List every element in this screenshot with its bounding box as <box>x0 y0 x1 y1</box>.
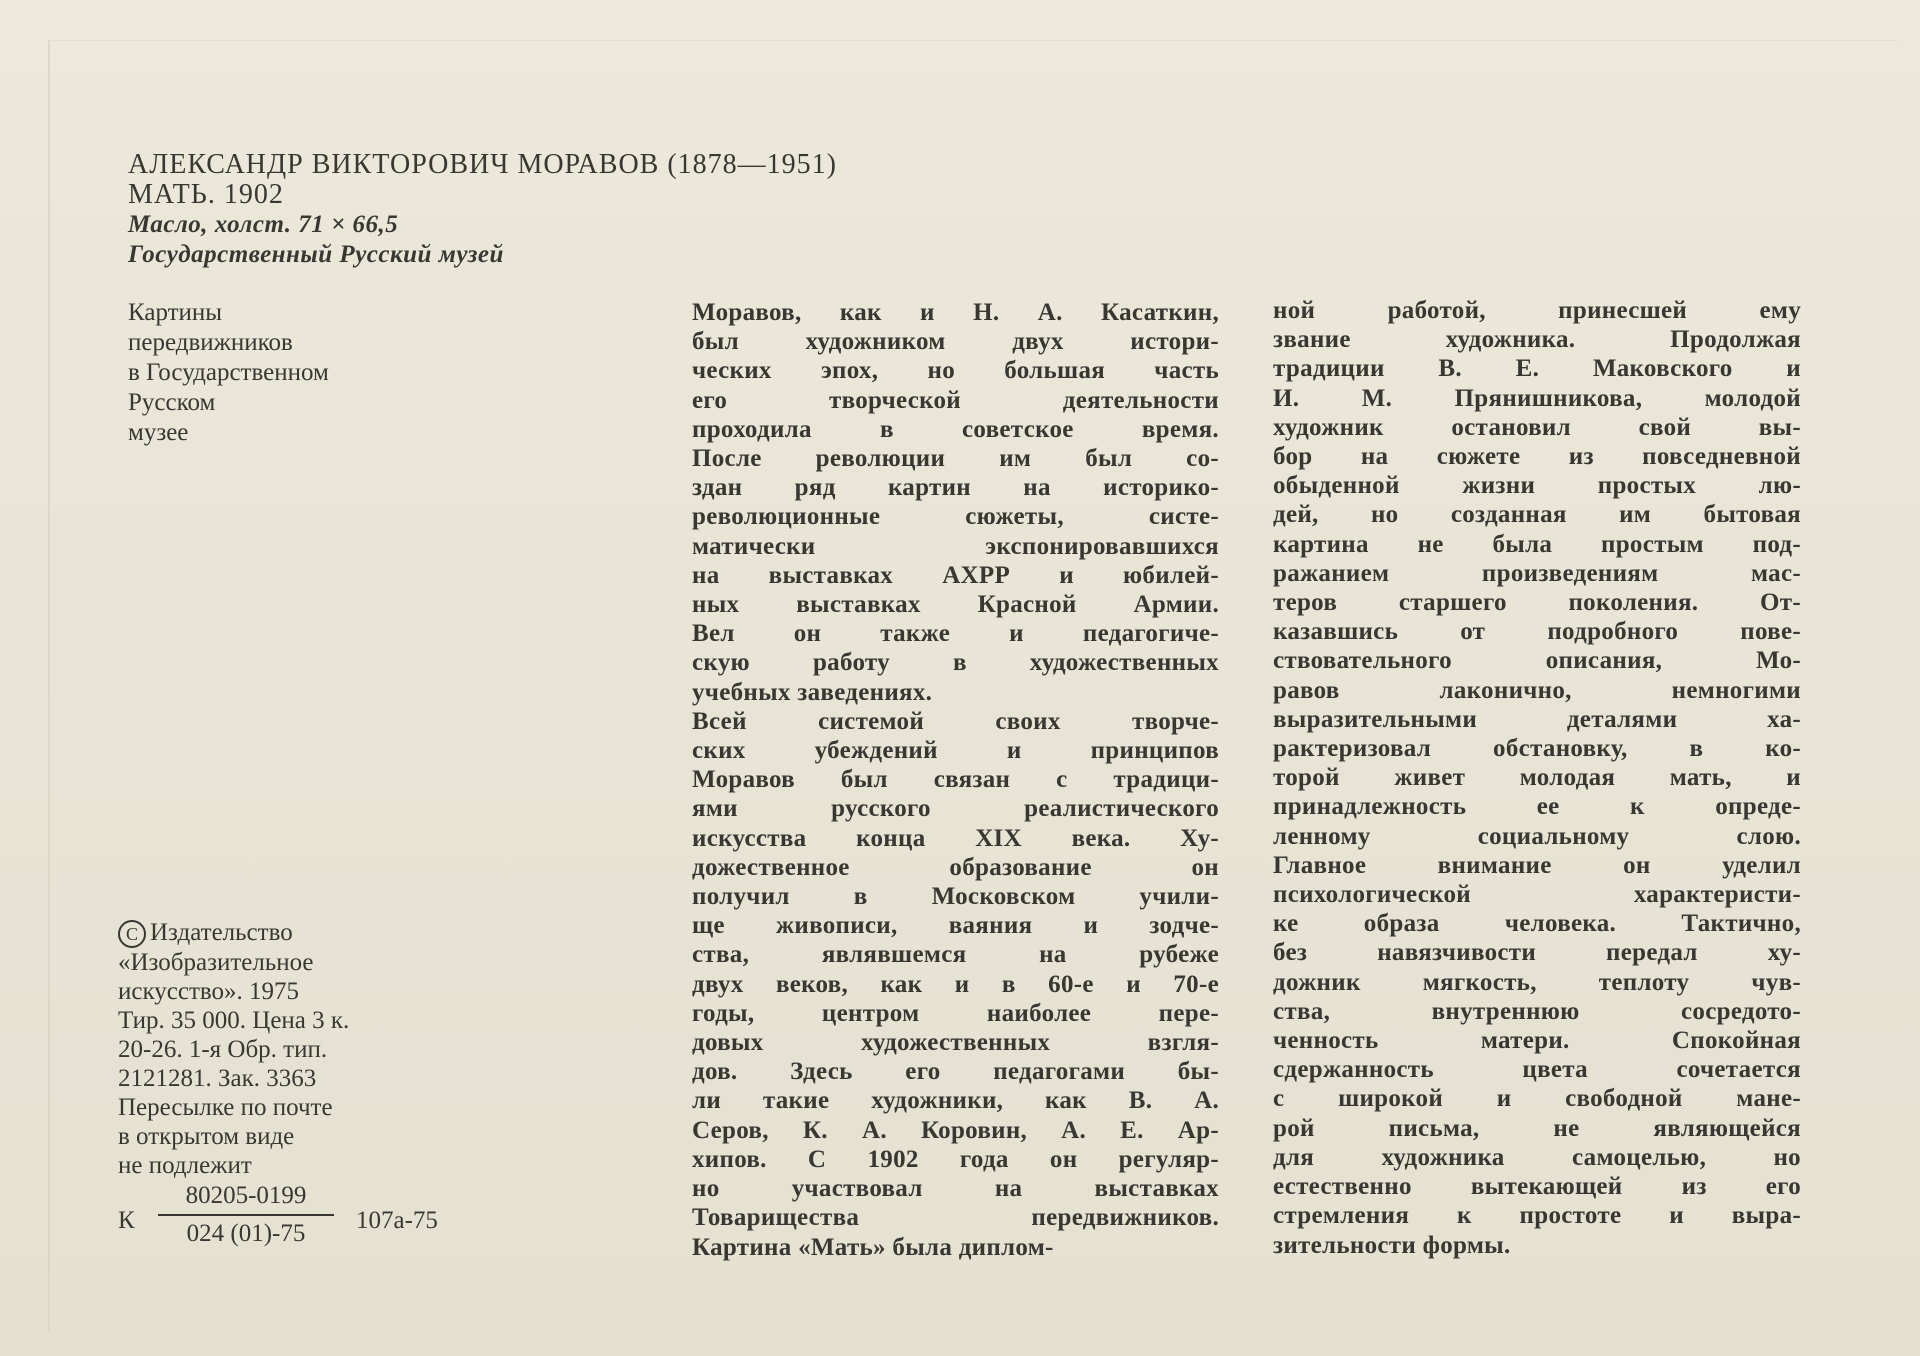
text-line: ческих эпох, но большая часть <box>692 357 1219 385</box>
text-line: ных выставках Красной Армии. <box>692 591 1219 619</box>
text-line: двух веков, как и в 60-е и 70-е <box>692 970 1219 998</box>
text-line: стремления к простоте и выра- <box>1273 1202 1801 1230</box>
text-line: революционные сюжеты, систе- <box>692 503 1219 531</box>
text-line: обыденной жизни простых лю- <box>1273 472 1801 500</box>
text-line: ствовательного описания, Мо- <box>1273 647 1801 675</box>
text-line: ями русского реалистического <box>692 795 1219 823</box>
text-line: ченность матери. Спокойная <box>1273 1027 1801 1055</box>
text-line: проходила в советское время. <box>692 415 1219 443</box>
text-line: для художника самоцелью, но <box>1273 1143 1801 1171</box>
index-fraction <box>158 1182 334 1248</box>
text-line: ражанием произведениям мас- <box>1273 559 1801 587</box>
text-line: картина не была простым под- <box>1273 530 1801 558</box>
text-line: сдержанность цвета сочетается <box>1273 1056 1801 1084</box>
text-line: выразительными деталями ха- <box>1273 705 1801 733</box>
text-line: Главное внимание он уделил <box>1273 851 1801 879</box>
text-line: психологической характеристи- <box>1273 881 1801 909</box>
text-line: звание художника. Продолжая <box>1273 326 1801 354</box>
text-line: ства, внутреннюю сосредото- <box>1273 997 1801 1025</box>
text-column-2 <box>1273 296 1801 1260</box>
text-line: традиции В. Е. Маковского и <box>1273 355 1801 383</box>
text-line: но участвовал на выставках <box>692 1175 1219 1203</box>
text-line: ства, являвшемся на рубеже <box>692 941 1219 969</box>
text-line: на выставках АХРР и юбилей- <box>692 561 1219 589</box>
index-numerator: 80205-0199 <box>185 1182 307 1210</box>
text-line: без навязчивости передал ху- <box>1273 939 1801 967</box>
text-line: равов лаконично, немногими <box>1273 676 1801 704</box>
text-line: Серов, К. А. Коровин, А. Е. Ар- <box>692 1116 1219 1144</box>
text-line: ских убеждений и принципов <box>692 737 1219 765</box>
museum-name: Государственный Русский музей <box>128 241 504 268</box>
text-line: скую работу в художественных <box>692 649 1219 677</box>
index-denominator: 024 (01)-75 <box>186 1220 306 1248</box>
text-line: Моравов был связан с традици- <box>692 766 1219 794</box>
text-line: дов. Здесь его педагогами бы- <box>692 1058 1219 1086</box>
text-line: зительности формы. <box>1273 1231 1511 1259</box>
text-line: торой живет молодая мать, и <box>1273 764 1801 792</box>
text-line: получил в Московском учили- <box>692 883 1219 911</box>
catalog-index <box>118 1182 438 1254</box>
text-line: После революции им был со- <box>692 445 1219 473</box>
text-line: его творческой деятельности <box>692 386 1219 414</box>
text-line: ще живописи, ваяния и зодче- <box>692 912 1219 940</box>
text-line: рактеризовал обстановку, в ко- <box>1273 735 1801 763</box>
text-line: казавшись от подробного пове- <box>1273 618 1801 646</box>
series-line: Русском <box>128 389 216 416</box>
text-line: матически экспонировавшихся <box>692 532 1219 560</box>
text-line: искусства конца XIX века. Ху- <box>692 824 1219 852</box>
series-title <box>128 298 329 448</box>
text-line: И. М. Прянишникова, молодой <box>1273 384 1801 412</box>
text-line: ли такие художники, как В. А. <box>692 1087 1219 1115</box>
imprint-line: искусство». 1975 <box>118 978 300 1006</box>
series-line: в Государственном <box>128 359 329 386</box>
imprint-line: «Изобразительное <box>118 949 314 977</box>
text-line: годы, центром наиболее пере- <box>692 999 1219 1027</box>
text-line: Картина «Мать» была диплом- <box>692 1233 1054 1261</box>
text-column-1 <box>692 298 1219 1262</box>
text-line: художник остановил свой вы- <box>1273 413 1801 441</box>
text-line: бор на сюжете из повседневной <box>1273 443 1801 471</box>
imprint-line: 20-26. 1-я Обр. тип. <box>118 1036 328 1064</box>
text-line: Моравов, как и Н. А. Касаткин, <box>692 299 1219 326</box>
text-line: дожественное образование он <box>692 853 1219 881</box>
index-code: 107а-75 <box>356 1207 438 1235</box>
copyright-icon: C <box>118 920 146 948</box>
text-line: хипов. С 1902 года он регуляр- <box>692 1145 1219 1173</box>
caption-header <box>128 150 837 270</box>
series-line: Картины <box>128 299 223 326</box>
text-line: ке образа человека. Тактично, <box>1273 910 1801 938</box>
series-line: передвижников <box>128 329 293 356</box>
text-line: Товарищества передвижников. <box>692 1204 1219 1232</box>
artwork-title: МАТЬ. 1902 <box>128 179 284 210</box>
text-line: довых художественных взгля- <box>692 1029 1219 1057</box>
text-line: дей, но созданная им бытовая <box>1273 501 1801 529</box>
publisher-imprint <box>118 918 438 1254</box>
text-line: здан ряд картин на историко- <box>692 474 1219 502</box>
text-line: был художником двух истори- <box>692 328 1219 356</box>
imprint-line: Тир. 35 000. Цена 3 к. <box>118 1007 350 1035</box>
text-line: ной работой, принесшей ему <box>1273 297 1801 324</box>
fraction-bar <box>158 1214 334 1216</box>
text-line: принадлежность ее к опреде- <box>1273 793 1801 821</box>
text-line: Всей системой своих творче- <box>692 707 1219 735</box>
artwork-medium: Масло, холст. 71 × 66,5 <box>128 211 399 238</box>
text-line: учебных заведениях. <box>692 678 933 706</box>
text-line: естественно вытекающей из его <box>1273 1173 1801 1201</box>
artist-name: АЛЕКСАНДР ВИКТОРОВИЧ МОРАВОВ (1878—1951) <box>128 149 837 180</box>
text-line: с широкой и свободной мане- <box>1273 1085 1801 1113</box>
text-line: рой письма, не являющейся <box>1273 1114 1801 1142</box>
imprint-line: в открытом виде <box>118 1123 295 1151</box>
series-line: музее <box>128 419 189 446</box>
text-line: Вел он также и педагогиче- <box>692 620 1219 648</box>
text-line: теров старшего поколения. От- <box>1273 589 1801 617</box>
text-line: дожник мягкость, теплоту чув- <box>1273 968 1801 996</box>
text-line: ленному социальному слою. <box>1273 822 1801 850</box>
imprint-line: Пересылке по почте <box>118 1094 333 1122</box>
imprint-line: 2121281. Зак. 3363 <box>118 1065 317 1093</box>
index-letter: К <box>118 1207 135 1235</box>
imprint-line: C Издательство <box>118 918 349 948</box>
imprint-line: не подлежит <box>118 1152 252 1180</box>
